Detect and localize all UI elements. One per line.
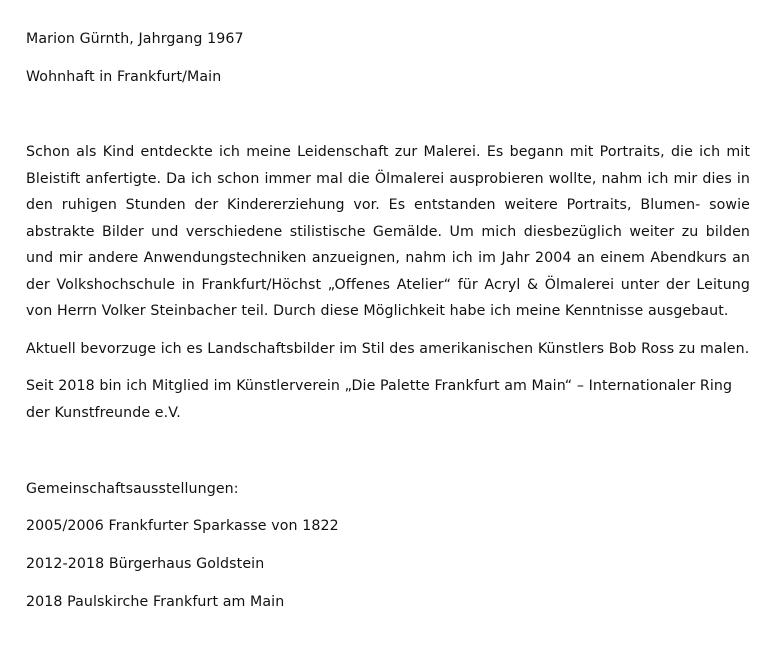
biography-paragraph-3: Seit 2018 bin ich Mitglied im Künstlerverein „Die Palette Frankfurt am Main“ – Internationaler Ring der Kunstfreunde e.V.: [26, 378, 733, 421]
biography-paragraph-1: Schon als Kind entdeckte ich meine Leidenschaft zur Malerei. Es begann mit Portraits, die ich mit Bleistift anfertigte. Da ich schon immer mal die Ölmalerei ausprobieren wollte, nahm ich mir dies in den ruhigen Stunden der Kindererziehung vor. Es entstanden weitere Portraits, Blumen- sowie abstrakte Bilder und verschiedene stilistische Gemälde. Um mich diesbezüglich weiter zu bilden und mir andere Anwendungstechniken anzueignen, nahm ich im Jahr 2004 an einem Abendkurs an der Volkshochschule in Frankfurt/Höchst „Offenes Atelier“ für Acryl & Ölmalerei unter der Leitung von Herrn Volker Steinbacher teil. Durch diese Möglichkeit habe ich meine Kenntnisse ausgebaut.: [26, 144, 750, 319]
residence-line: Wohnhaft in Frankfurt/Main: [26, 69, 222, 85]
exhibition-item: 2012-2018 Bürgerhaus Goldstein: [26, 556, 265, 572]
biography-paragraph-2: Aktuell bevorzuge ich es Landschaftsbilder im Stil des amerikanischen Künstlers Bob Ross zu malen.: [26, 341, 750, 357]
exhibition-item: 2018 Paulskirche Frankfurt am Main: [26, 594, 285, 610]
exhibition-item: 2005/2006 Frankfurter Sparkasse von 1822: [26, 518, 339, 534]
author-name-line: Marion Gürnth, Jahrgang 1967: [26, 31, 244, 47]
exhibitions-heading: Gemeinschaftsausstellungen:: [26, 481, 239, 497]
